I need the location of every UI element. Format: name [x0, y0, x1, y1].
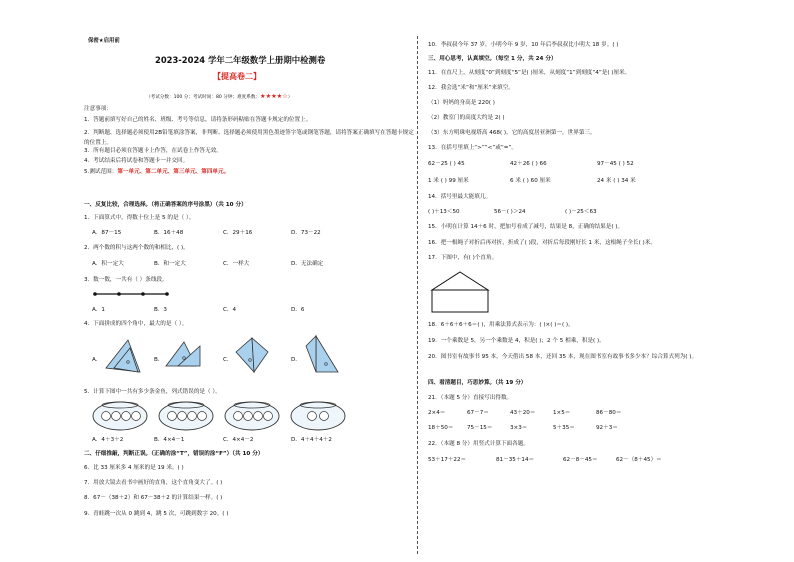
exam-meta-end: ） [287, 95, 293, 100]
question-16: 16．把一根绳子对折后再对折，折成了( )段，对折后每段刚好长 1 米，这根绳子全长( )米。 [428, 240, 656, 246]
set-square-figure-c [232, 336, 272, 376]
option-b[interactable]: B．4×4－1 [154, 437, 185, 443]
question-11: 11．在直尺上，从刻度“0”到刻度“5”是( )厘米，从刻度“1”到刻度“4”是( )厘米。 [428, 70, 631, 76]
compare-item: 1 米 ( ) 99 厘米 [428, 178, 469, 184]
section-heading: 一、反复比较，合理选择。（将正确答案的序号涂黑）（共 10 分） [84, 202, 247, 208]
inequality-item: ( )－25＜63 [565, 209, 597, 215]
option-c[interactable]: C．4 [223, 307, 237, 313]
option-d[interactable]: D．6 [291, 307, 305, 313]
oral-calc-item: 92＋3＝ [596, 425, 618, 431]
compare-item: 24 米 ( ) 34 米 [597, 178, 636, 184]
test-scope [84, 170, 229, 176]
question-13: 13．在括号里填上“>”“<”或“=”。 [428, 145, 517, 151]
exam-meta [146, 94, 292, 101]
option-c[interactable]: C． [223, 357, 233, 363]
option-c[interactable]: C．4×4－2 [223, 437, 254, 443]
oral-calc-item: 5＋35＝ [553, 425, 575, 431]
option-b[interactable]: B． [154, 357, 164, 363]
note-item: 4．考试结束后将试卷和答题卡一并交回。 [84, 158, 189, 164]
note-item: 3．所有题目必须在答题卡上作答，在试卷上作答无效。 [84, 148, 222, 154]
question-12-item: （2）教室门的高度大约是 2( ) [428, 115, 505, 121]
question-2: 2．两个数的积与这两个数的和相比，( )。 [84, 245, 189, 251]
section-heading: 二、仔细推敲，判断正误。（正确的涂“T”，错误的涂“F”）（共 10 分） [84, 451, 264, 457]
oral-calc-item: 1×5＝ [553, 410, 571, 416]
option-a[interactable]: A． [92, 357, 102, 363]
option-d[interactable]: D．无法确定 [291, 261, 324, 267]
section-heading: 四、看清题目，巧思妙算。（共 19 分） [428, 380, 527, 386]
option-b[interactable]: B．和一定大 [154, 261, 186, 267]
option-d[interactable]: D．73－22 [291, 230, 321, 236]
option-d[interactable]: D．4＋4＋4＋2 [291, 437, 332, 443]
question-8: 8．67－（38＋2）和 67－38＋2 的计算结果一样。( ) [84, 495, 223, 501]
oral-calc-item: 43＋20＝ [510, 410, 536, 416]
oral-calc-item: 2×4＝ [428, 410, 446, 416]
fish-bowls-figure [92, 400, 352, 432]
question-20: 20．图书室有故事书 95 本，今天借出 58 本，还回 35 本，现在图书室有故事书多少本？综合算式列为( )。 [428, 354, 698, 360]
segment-figure [92, 290, 172, 298]
secret-label: 保密★启用前 [88, 38, 120, 44]
oral-calc-item: 75－15＝ [467, 425, 493, 431]
page-title: 2023-2024 学年二年级数学上册期中检测卷 [155, 55, 326, 65]
option-a[interactable]: A．1 [92, 307, 105, 313]
question-19: 19．一个乘数是 5，另一个乘数是 4，积是( )；2 个 5 相乘，积是( )。 [428, 338, 605, 344]
question-21: 21．（本题 5 分）直接写出得数。 [428, 395, 513, 401]
oral-calc-item: 86－80＝ [596, 410, 622, 416]
set-square-figure-d [302, 334, 342, 378]
oral-calc-item: 18＋50＝ [428, 425, 454, 431]
section-heading: 三、用心思考，认真填空。（每空 1 分，共 24 分） [428, 56, 557, 62]
difficulty-stars: ★★★★☆ [260, 93, 288, 100]
test-scope-label: 5.测试范围： [84, 169, 118, 175]
house-figure [430, 270, 494, 316]
vertical-calc-item: 81－35＋14＝ [496, 457, 535, 463]
question-9: 9．青蛙跳一次从 0 跳到 4，跳 5 次，可跳到数字 20。( ) [84, 511, 229, 517]
question-4: 4．下面拼成的四个角中，最大的是（ ）。 [84, 321, 188, 327]
vertical-calc-item: 53＋17＋22＝ [428, 457, 467, 463]
oral-calc-item: 3×3＝ [510, 425, 528, 431]
option-c[interactable]: C．一样大 [223, 261, 250, 267]
compare-item: 97－45 ( ) 52 [597, 161, 634, 167]
question-15: 15．小明在计算 14＋6 时，把加号看成了减号，结果是 8，正确的结果是( )。 [428, 224, 624, 230]
exam-meta-text: （考试分数：100 分；考试时间：80 分钟；难度系数： [146, 95, 261, 100]
option-b[interactable]: B．3 [154, 307, 167, 313]
question-3: 3．数一数，一共有（ ）条线段。 [84, 277, 168, 283]
compare-item: 6 米 ( ) 60 厘米 [510, 178, 551, 184]
question-10: 10．李叔叔今年 37 岁，小明今年 9 岁，10 年后李叔叔比小明大 18 岁。( ) [428, 42, 619, 48]
notes-heading: 注意事项： [84, 106, 112, 112]
question-7: 7．用放大镜去看书中画好的直角，这个直角变大了。( ) [84, 480, 223, 486]
question-12-item: （3）东方明珠电视塔高 468( )，它的高度居亚洲第一，世界第三。 [428, 130, 596, 136]
question-6: 6．比 33 厘米多 4 厘米的是 19 米。( ) [84, 465, 184, 471]
inequality-item: 56－( )＞24 [494, 209, 526, 215]
oral-calc-item: 67－7＝ [467, 410, 489, 416]
option-b[interactable]: B．16＋48 [154, 230, 184, 236]
paper-subtitle: 【提高卷二】 [213, 72, 261, 81]
note-item: 2．判断题、选择题必须使用2B铅笔填涂答案，非判断、选择题必须使用黑色墨迹签字笔或钢笔答题，请将答案正确填写在答题卡规定的位置上。 [84, 130, 414, 146]
option-d[interactable]: D． [291, 357, 301, 363]
compare-item: 42＋26 ( ) 66 [510, 161, 547, 167]
question-22: 22．（本题 8 分）用竖式计算下面各题。 [428, 441, 529, 447]
column-divider [417, 36, 418, 554]
question-5: 5．计算下图中一共有多少条金鱼，列式错误的是（ ）。 [84, 389, 221, 395]
option-c[interactable]: C．29＋16 [223, 230, 253, 236]
set-square-figure-b [164, 340, 204, 376]
question-12: 12．我会选“米”和“厘米”来填空。 [428, 85, 514, 91]
question-14: 14．括号里最大能填几。 [428, 194, 492, 200]
note-item: 1．答题前填写好自己的姓名、班级、考号等信息，请将条形码粘贴在答题卡规定的位置上。 [84, 117, 312, 123]
vertical-calc-item: 62－（8＋45）＝ [616, 457, 662, 463]
set-square-figure-a [104, 338, 144, 378]
test-scope-value: 第一单元、第二单元、第三单元、第四单元。 [117, 169, 230, 175]
vertical-calc-item: 62－8－45＝ [563, 457, 598, 463]
question-1: 1．下面算式中，得数十位上是 5 的是（ ）。 [84, 215, 195, 221]
option-a[interactable]: A．积一定大 [92, 261, 124, 267]
question-18: 18．6＋6＋6＋6＝( )，用乘法算式表示为：( )×( )＝( )。 [428, 322, 574, 328]
question-17: 17．下图中，有( )个直角。 [428, 255, 498, 261]
compare-item: 62－25 ( ) 45 [428, 161, 465, 167]
inequality-item: ( )＋13＜50 [428, 209, 460, 215]
question-12-item: （1）妈妈的身高是 220( ) [428, 100, 495, 106]
option-a[interactable]: A．87－15 [92, 230, 122, 236]
option-a[interactable]: A．4＋3＋2 [92, 437, 124, 443]
